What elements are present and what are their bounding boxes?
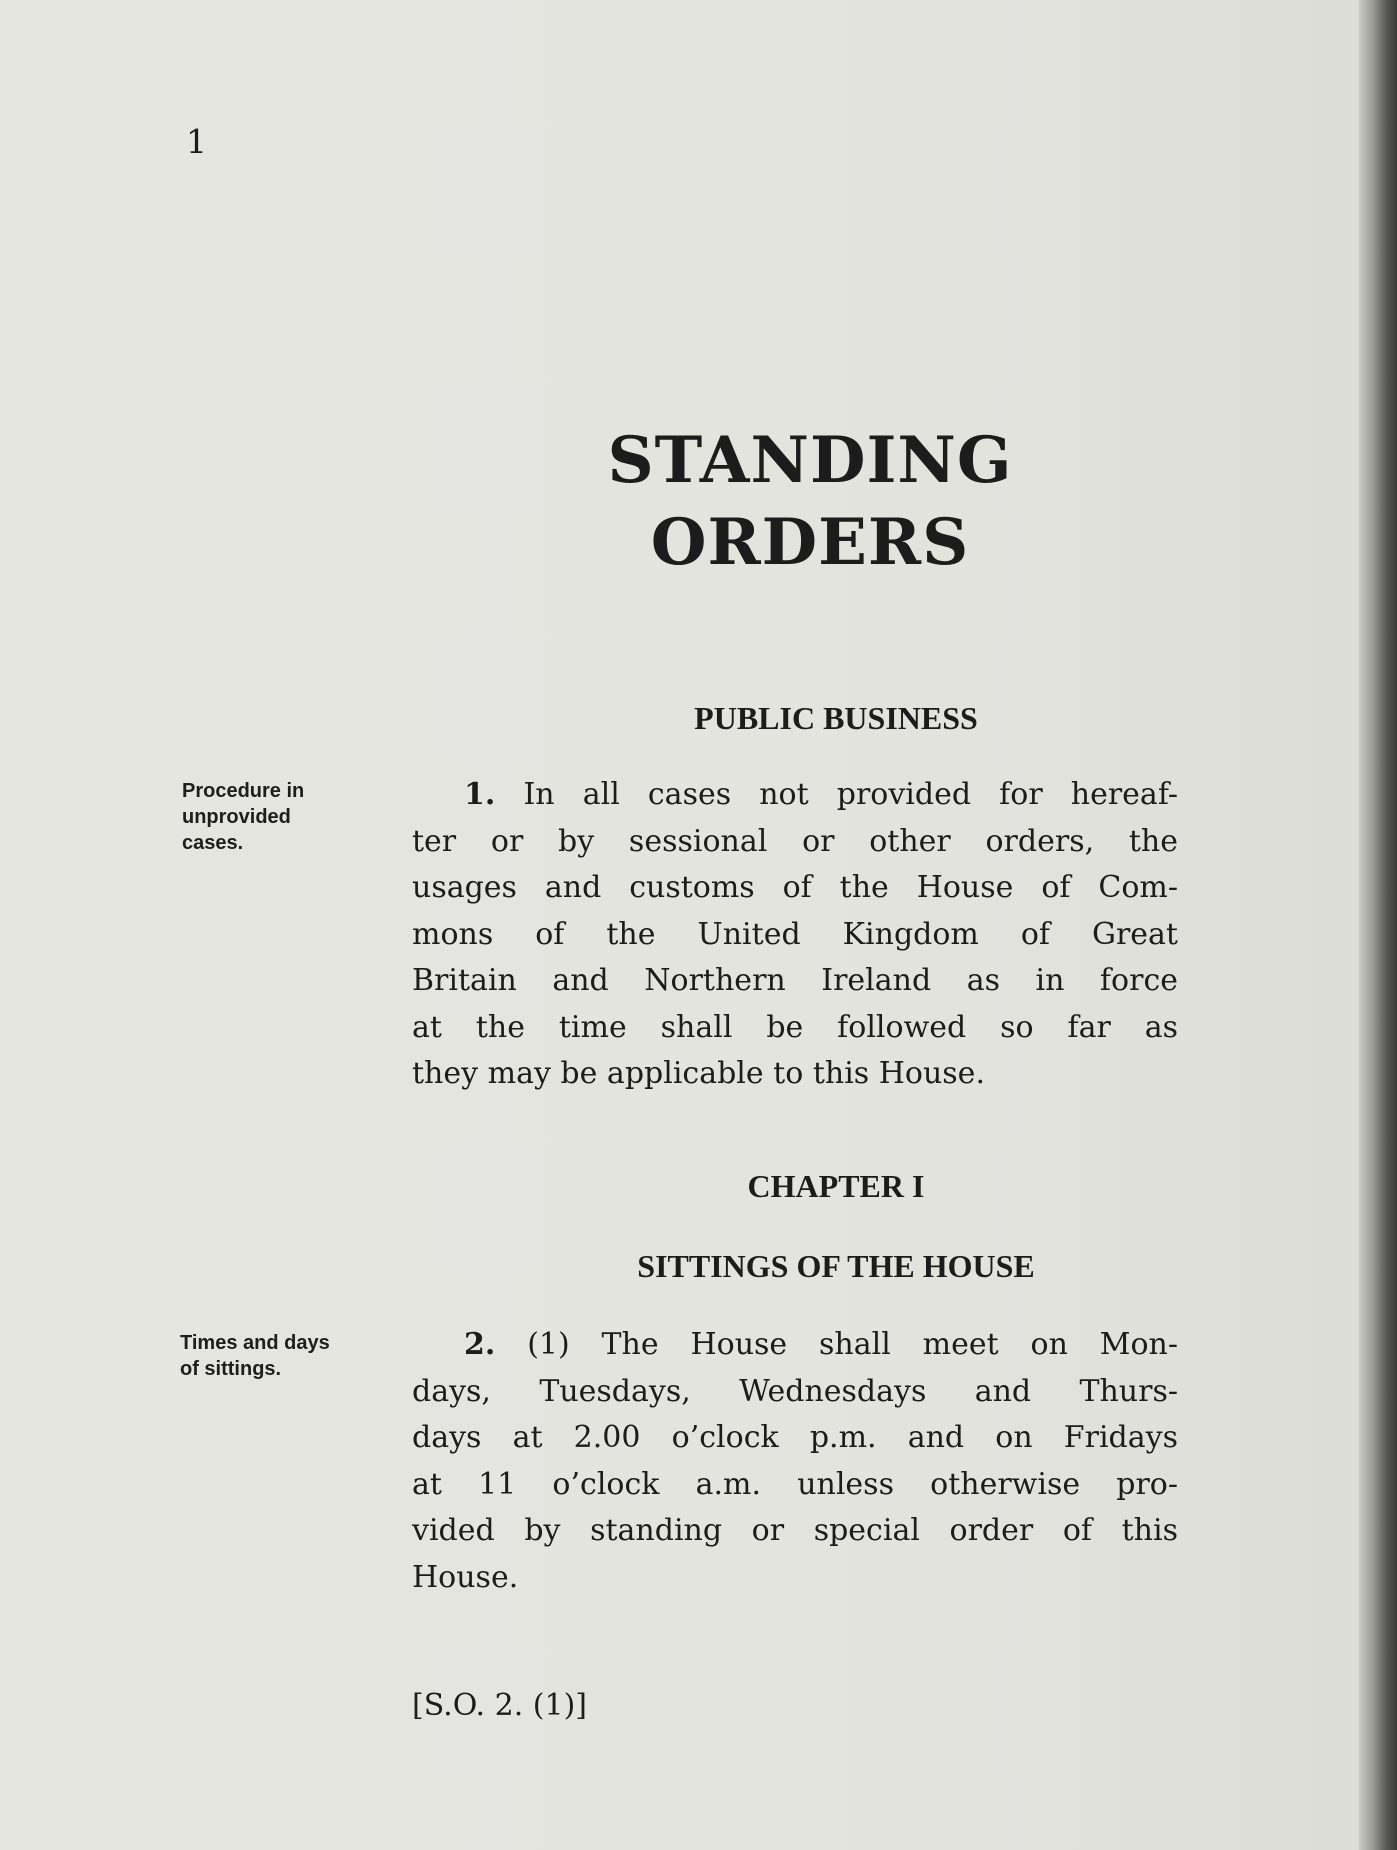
order-2-line: days, Tuesdays, Wednesdays and Thurs- <box>412 1373 1178 1409</box>
marginal-note-order-2 <box>180 1330 330 1382</box>
order-1-line-1 <box>412 772 1178 819</box>
chapter-title: SITTINGS OF THE HOUSE <box>637 1248 1035 1284</box>
order-1-line: usages and customs of the House of Com- <box>412 870 1178 905</box>
order-2-number: 2. <box>464 1327 496 1362</box>
marginal-note-line: Times and days <box>180 1332 330 1354</box>
marginal-note-line: of sittings. <box>180 1358 282 1380</box>
order-2-line: days at 2.00 o’clock p.m. and on Fridays <box>412 1420 1178 1455</box>
order-1-line: Britain and Northern Ireland as in force <box>412 963 1178 998</box>
order-2-line: House. <box>412 1559 519 1595</box>
order-2-line: at 11 o’clock a.m. unless otherwise pro- <box>412 1466 1178 1502</box>
marginal-note-line: unprovided <box>182 806 291 828</box>
order-1-number: 1. <box>464 777 496 812</box>
order-1-line: at the time shall be followed so far as <box>412 1009 1178 1045</box>
page-edge-shadow <box>1359 0 1397 1850</box>
order-1-line: ter or by sessional or other orders, the <box>412 823 1178 859</box>
order-1-line: mons of the United Kingdom of Great <box>412 916 1178 952</box>
order-1-line-1-text: In all cases not provided for hereaf- <box>523 777 1178 812</box>
marginal-note-order-1 <box>182 778 304 856</box>
order-1-line: they may be applicable to this House. <box>412 1056 985 1091</box>
chapter-heading: CHAPTER I <box>747 1168 925 1204</box>
page-number: 1 <box>186 122 207 161</box>
order-2-line-1 <box>412 1322 1178 1369</box>
standing-order-1 <box>412 772 1178 1098</box>
title-line-2: ORDERS <box>650 505 970 580</box>
standing-order-2 <box>412 1322 1178 1601</box>
title-line-1: STANDING <box>607 423 1013 498</box>
page-title <box>520 420 1100 584</box>
standing-order-citation: [S.O. 2. (1)] <box>412 1688 587 1723</box>
order-2-line: vided by standing or special order of this <box>412 1513 1178 1548</box>
marginal-note-line: cases. <box>182 832 244 854</box>
order-2-line-1-text: (1) The House shall meet on Mon- <box>527 1327 1178 1362</box>
section-heading-public-business: PUBLIC BUSINESS <box>694 700 978 736</box>
marginal-note-line: Procedure in <box>182 780 305 802</box>
